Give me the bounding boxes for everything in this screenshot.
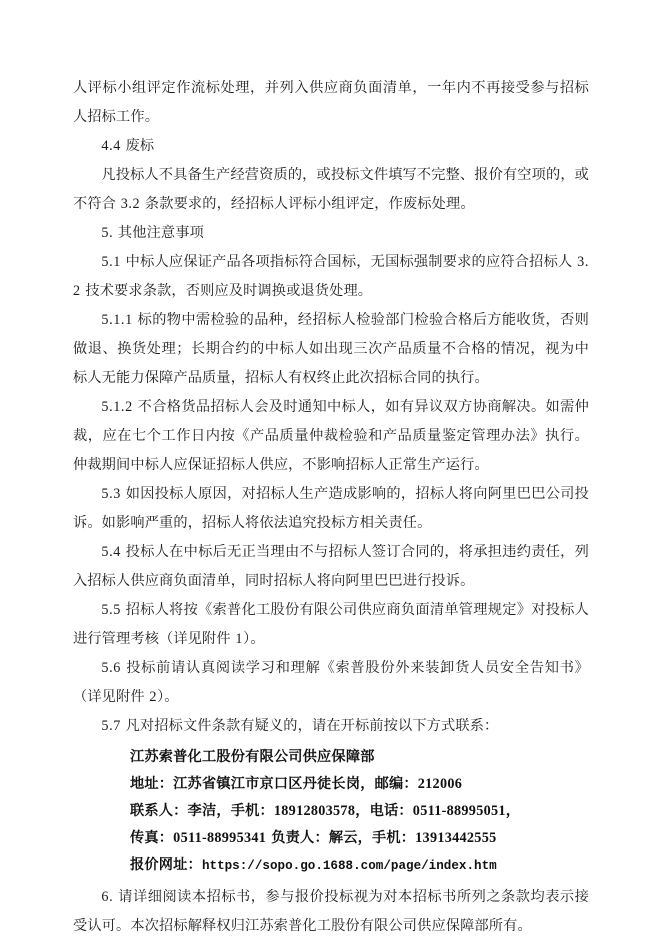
inline-number: 5.1.2 bbox=[101, 399, 133, 415]
inline-number: 4.4 bbox=[101, 138, 121, 154]
inline-number: 5.1.1 bbox=[101, 312, 133, 328]
inline-number: 5.6 bbox=[101, 660, 121, 676]
clause-5-6: 5.6 投标前请认真阅读学习和理解《索普股份外来装卸货人员安全告知书》（详见附件 2）。 bbox=[73, 660, 589, 705]
inline-number: 13913442555 bbox=[415, 830, 497, 846]
inline-number: 5.7 bbox=[101, 718, 121, 734]
inline-number: 5.4 bbox=[101, 544, 121, 560]
contact-website-url[interactable]: https://sopo.go.1688.com/page/index.htm bbox=[201, 859, 497, 873]
clause-5-1: 5.1 中标人应保证产品各项指标符合国标，无国标强制要求的应符合招标人 3.2 技术要求条款，否则应及时调换或退货处理。 bbox=[73, 254, 589, 299]
inline-number: 3.2 bbox=[73, 254, 589, 299]
inline-number: 5.1 bbox=[101, 254, 121, 270]
heading-4-4: 4.4 废标 bbox=[101, 138, 155, 154]
contact-company-name: 江苏索普化工股份有限公司供应保障部 bbox=[130, 749, 375, 765]
inline-number: 5.5 bbox=[101, 602, 121, 618]
inline-number: 0511-88995051 bbox=[412, 803, 506, 819]
inline-number: 18912803578 bbox=[273, 803, 356, 819]
document-text-body bbox=[73, 74, 589, 941]
clause-5-1-1: 5.1.1 标的物中需检验的品种，经招标人检验部门检验合格后方能收货，否则做退、换货处理；长期合约的中标人如出现三次产品质量不合格的情况，视为中标人无能力保障产品质量，招标人有权终止此次招标合同的执行。 bbox=[73, 312, 589, 386]
contact-website-label: 报价网址： bbox=[130, 857, 202, 873]
inline-number: 3.2 bbox=[120, 196, 141, 212]
clause-5-3: 5.3 如因投标人原因，对招标人生产造成影响的，招标人将向阿里巴巴公司投诉。如影响严重的，招标人将依法追究投标方相关责任。 bbox=[73, 486, 589, 531]
paragraph-4-4-body: 凡投标人不具备生产经营资质的，或投标文件填写不完整、报价有空项的，或不符合 3.2 条款要求的，经招标人评标小组评定，作废标处理。 bbox=[73, 167, 589, 212]
inline-number: 6. bbox=[101, 889, 114, 905]
inline-number: 0511-88995341 bbox=[173, 830, 267, 846]
clause-5-1-2: 5.1.2 不合格货品招标人会及时通知中标人，如有异议双方协商解决。如需仲裁，应在七个工作日内按《产品质量仲裁检验和产品质量鉴定管理办法》执行。仲裁期间中标人应保证招标人供应，不影响招标人正常生产运行。 bbox=[73, 399, 589, 473]
inline-number: 1 bbox=[235, 631, 244, 647]
inline-number: 2 bbox=[149, 689, 158, 705]
inline-number: 212006 bbox=[417, 776, 463, 792]
clause-5-4: 5.4 投标人在中标后无正当理由不与招标人签订合同的，将承担违约责任，列入招标人供应商负面清单，同时招标人将向阿里巴巴进行投诉。 bbox=[73, 544, 589, 589]
contact-information-block bbox=[73, 744, 589, 880]
clause-5-7: 5.7 凡对招标文件条款有疑义的，请在开标前按以下方式联系： bbox=[101, 718, 499, 734]
inline-number: 5. bbox=[101, 225, 114, 241]
contact-fax-and-manager: 传真：0511-88995341 负责人：解云，手机：13913442555 bbox=[130, 830, 497, 846]
contact-address: 地址：江苏省镇江市京口区丹徒长岗，邮编：212006 bbox=[130, 776, 463, 792]
paragraph-continuation: 人评标小组评定作流标处理，并列入供应商负面清单，一年内不再接受参与招标人招标工作。 bbox=[73, 80, 589, 125]
contact-quotation-website bbox=[130, 852, 589, 880]
inline-number: 5.3 bbox=[101, 486, 121, 502]
closing-paragraph-6: 6. 请详细阅读本招标书，参与报价投标视为对本招标书所列之条款均表示接受认可。本次招标解释权归江苏索普化工股份有限公司供应保障部所有。 bbox=[73, 889, 589, 934]
clause-5-5: 5.5 招标人将按《索普化工股份有限公司供应商负面清单管理规定》对投标人进行管理考核（详见附件 1）。 bbox=[73, 602, 589, 647]
contact-person: 联系人：李洁，手机：18912803578，电话：0511-88995051， bbox=[130, 803, 521, 819]
heading-5: 5. 其他注意事项 bbox=[101, 225, 204, 241]
